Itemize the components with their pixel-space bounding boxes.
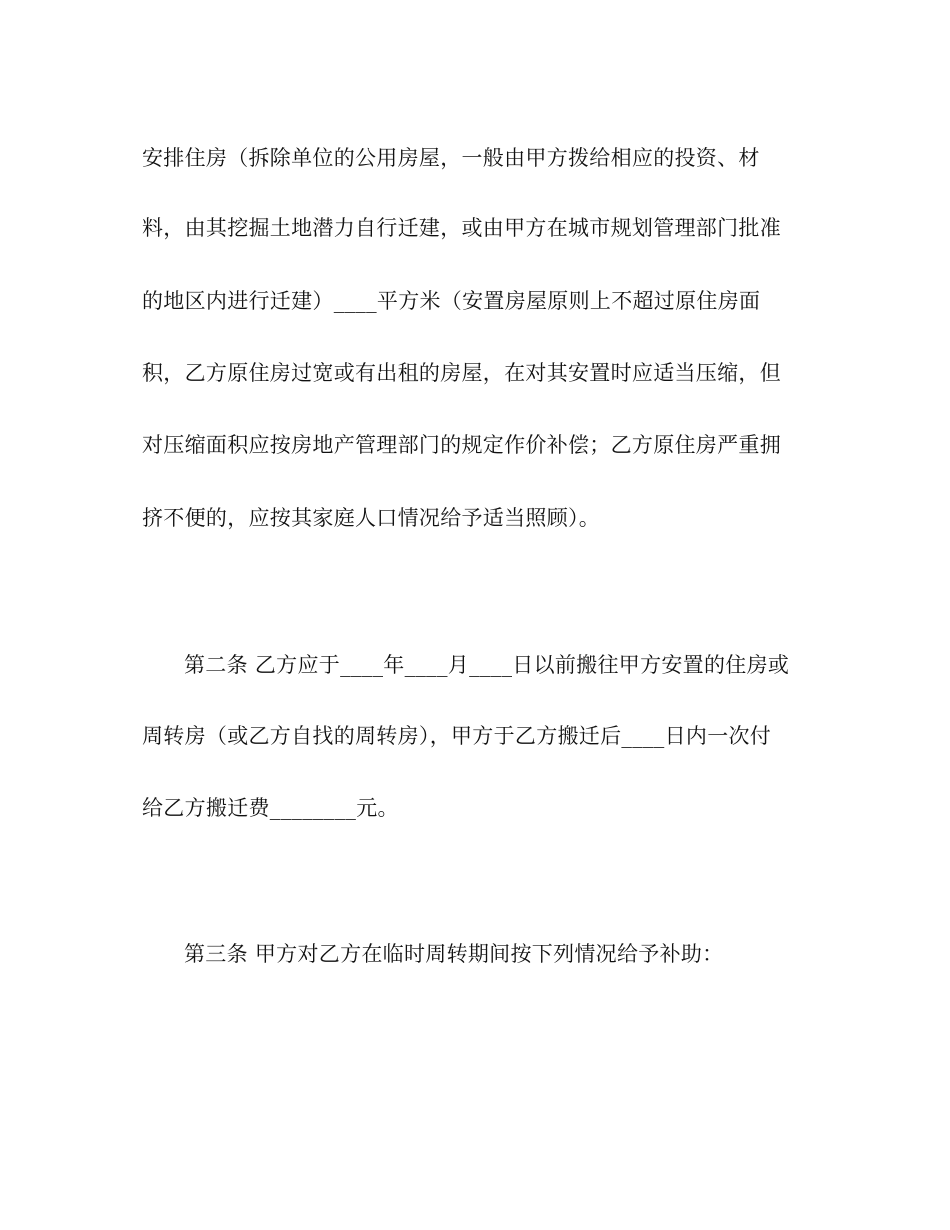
paragraph1-line-1: 安排住房（拆除单位的公用房屋，一般由甲方拨给相应的投资、材 [142,146,760,170]
paragraph1-line-5: 对压缩面积应按房地产管理部门的规定作价补偿；乙方原住房严重拥 [142,433,781,457]
article2-line-2: 周转房（或乙方自找的周转房），甲方于乙方搬迁后____日内一次付 [142,724,772,748]
paragraph1-line-6: 挤不便的，应按其家庭人口情况给予适当照顾）。 [142,506,601,530]
article3-line-1: 第三条 甲方对乙方在临时周转期间按下列情况给予补助： [184,942,724,966]
article2-line-3: 给乙方搬迁费________元。 [142,796,399,820]
paragraph1-line-4: 积，乙方原住房过宽或有出租的房屋，在对其安置时应适当压缩，但 [142,361,781,385]
paragraph1-line-2: 料，由其挖掘土地潜力自行迁建，或由甲方在城市规划管理部门批准 [142,216,781,240]
article2-line-1: 第二条 乙方应于____年____月____日以前搬往甲方安置的住房或 [184,653,790,677]
paragraph1-line-3: 的地区内进行迁建）____平方米（安置房屋原则上不超过原住房面 [142,289,761,313]
